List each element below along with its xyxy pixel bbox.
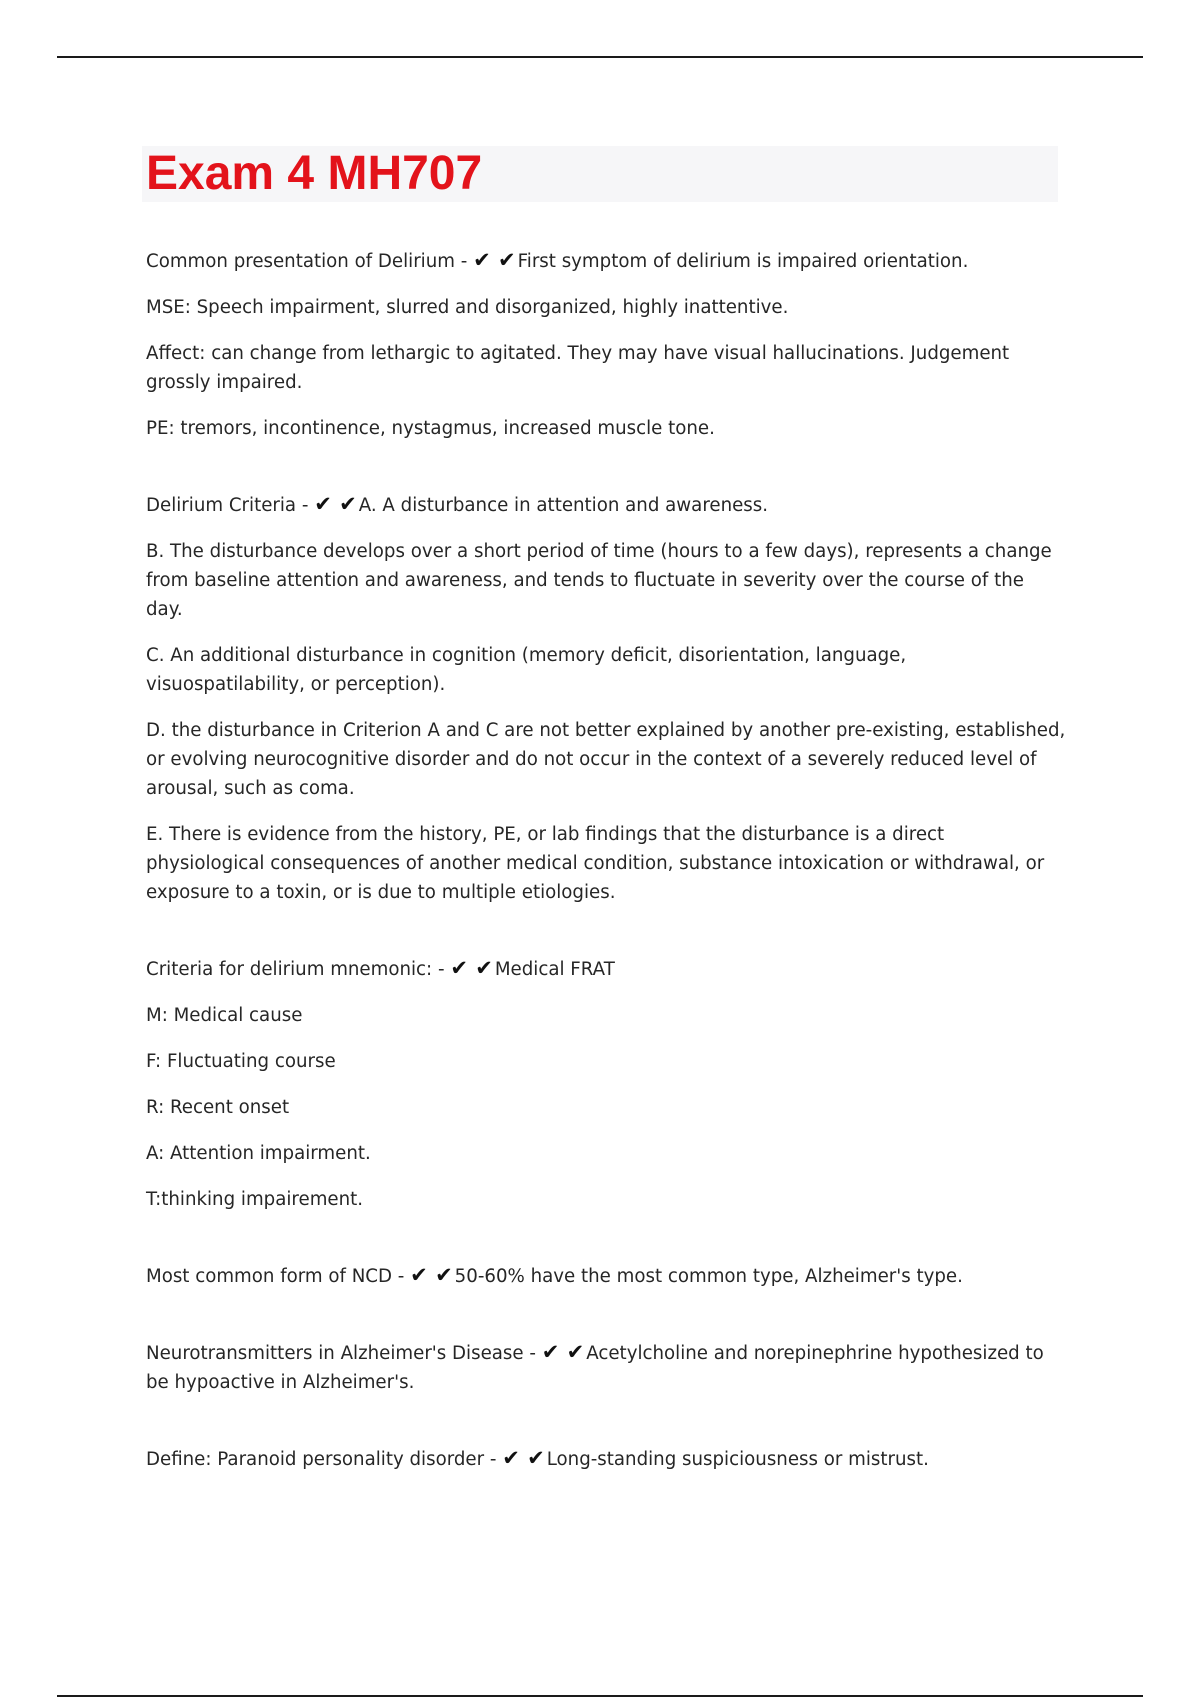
question-text: Common presentation of Delirium -	[146, 251, 468, 272]
answer-line: B. The disturbance develops over a short period of time (hours to a few days), represents a change from baseline attention and awareness, and tends to fluctuate in severity over the course of the day.	[146, 541, 1052, 620]
qa-block	[146, 1444, 1066, 1474]
answer-line: T:thinking impairement.	[146, 1189, 364, 1210]
qa-block	[146, 490, 1066, 907]
answer-line: C. An additional disturbance in cognition (memory deficit, disorientation, language, visuospatilability, or perception).	[146, 645, 907, 695]
question-text: Define: Paranoid personality disorder -	[146, 1449, 497, 1470]
question-line	[146, 1261, 1066, 1291]
question-line	[146, 246, 1066, 276]
answer-line: D. the disturbance in Criterion A and C are not better explained by another pre-existing, established, or evolving neurocognitive disorder and do not occur in the context of a severely reduced level of arousal, such as coma.	[146, 720, 1066, 799]
question-line	[146, 1338, 1066, 1397]
question-line	[146, 1444, 1066, 1474]
answer-line: PE: tremors, incontinence, nystagmus, increased muscle tone.	[146, 418, 715, 439]
answer-text: Long-standing suspiciousness or mistrust.	[546, 1449, 929, 1470]
document-body	[146, 246, 1066, 1491]
qa-block	[146, 246, 1066, 443]
answer-line: MSE: Speech impairment, slurred and disorganized, highly inattentive.	[146, 297, 789, 318]
qa-block	[146, 1338, 1066, 1397]
question-text: Delirium Criteria -	[146, 495, 309, 516]
question-line	[146, 490, 1066, 520]
double-check-icon: ✔ ✔	[541, 1340, 585, 1364]
question-text: Neurotransmitters in Alzheimer's Disease -	[146, 1343, 536, 1364]
top-rule	[57, 56, 1143, 58]
qa-block	[146, 954, 1066, 1214]
bottom-rule	[57, 1695, 1143, 1697]
answer-text: Acetylcholine and norepinephrine hypothesized to be hypoactive in Alzheimer's.	[146, 1343, 1044, 1393]
double-check-icon: ✔ ✔	[314, 492, 357, 516]
double-check-icon: ✔ ✔	[410, 1263, 453, 1287]
answer-line: F: Fluctuating course	[146, 1051, 336, 1072]
question-text: Criteria for delirium mnemonic: -	[146, 959, 445, 980]
double-check-icon: ✔ ✔	[502, 1446, 545, 1470]
answer-line: M: Medical cause	[146, 1005, 303, 1026]
answer-text: 50-60% have the most common type, Alzheimer's type.	[454, 1266, 963, 1287]
page-title: Exam 4 MH707	[146, 147, 483, 200]
answer-line: Affect: can change from lethargic to agitated. They may have visual hallucinations. Judgement grossly impaired.	[146, 343, 1010, 393]
double-check-icon: ✔ ✔	[450, 956, 493, 980]
answer-line: E. There is evidence from the history, PE, or lab findings that the disturbance is a direct physiological consequences of another medical condition, substance intoxication or withdrawal, or exposure to a toxin, or is due to multiple etiologies.	[146, 824, 1045, 903]
double-check-icon: ✔ ✔	[473, 248, 516, 272]
answer-text: First symptom of delirium is impaired orientation.	[517, 251, 969, 272]
answer-text: A. A disturbance in attention and awareness.	[358, 495, 769, 516]
answer-line: R: Recent onset	[146, 1097, 290, 1118]
answer-line: A: Attention impairment.	[146, 1143, 371, 1164]
question-text: Most common form of NCD -	[146, 1266, 405, 1287]
answer-text: Medical FRAT	[494, 959, 615, 980]
question-line	[146, 954, 1066, 984]
qa-block	[146, 1261, 1066, 1291]
